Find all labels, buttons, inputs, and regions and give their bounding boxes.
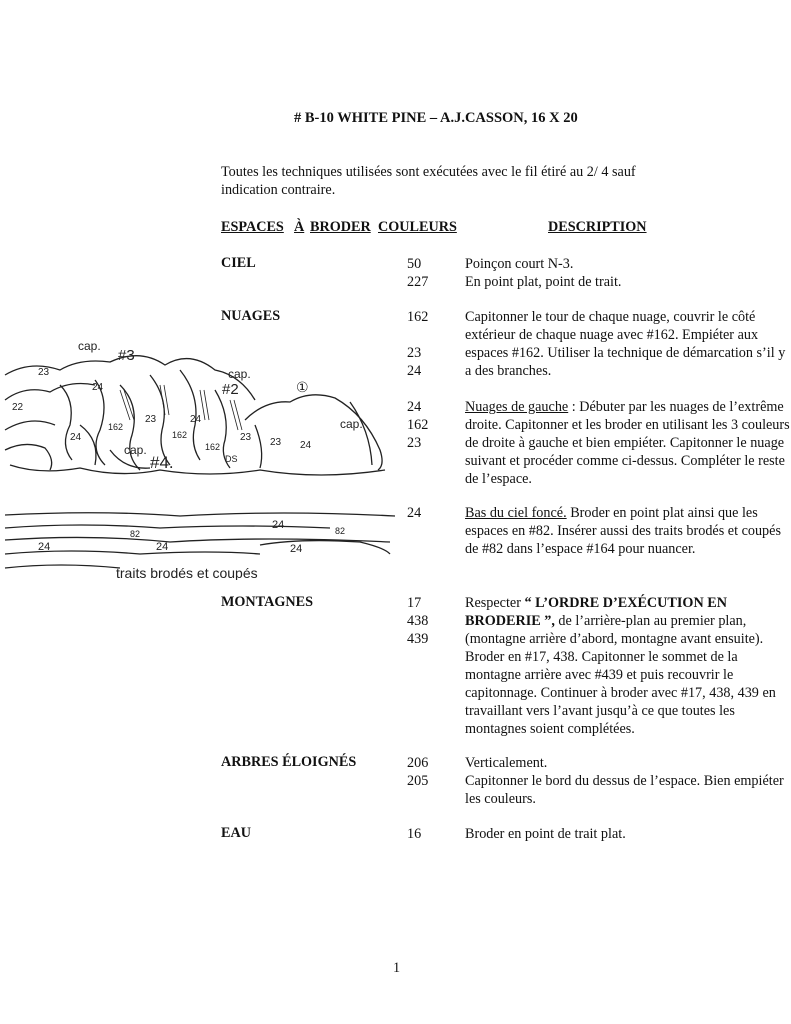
header-espaces: ESPACES: [221, 219, 284, 235]
montagnes-text: de l’arrière-plan au premier plan, (montagne arrière d’abord, montagne avant ensuite). Broder en #17, 438. Capitonner le sommet de la montagne arrière avec #439 et puis recouvrir le capitonnage. Continuer à broder avec #17, 438, 439 en travaillant vers l’avant jusqu’à ce que toutes les montagnes soient complétées.: [465, 613, 776, 737]
sketch-label: cap.: [340, 417, 363, 431]
section-nuages-label: NUAGES: [221, 308, 281, 324]
sketch-label: cap.: [228, 367, 251, 381]
header-broder: BRODER: [310, 219, 371, 235]
sketch-label: ①: [296, 379, 309, 395]
sketch-label: 24: [190, 414, 202, 425]
nuages-description-3: [465, 504, 791, 558]
cloud-sketch-illustration: [0, 330, 400, 580]
sketch-label: cap.: [78, 339, 101, 353]
sketch-label: 162: [205, 442, 221, 452]
water-label: 82: [130, 529, 141, 539]
nuages-colors-1: 162 23 24: [407, 309, 429, 379]
section-ciel-label: CIEL: [221, 255, 256, 271]
header-couleurs: COULEURS: [378, 219, 457, 235]
sketch-label: 24: [92, 382, 104, 393]
nuages-description-2: [465, 398, 791, 488]
nuages-colors-2: 24 162 23: [407, 399, 429, 451]
water-label: 24: [290, 543, 303, 555]
sketch-label: 23: [270, 437, 282, 448]
water-label: 24: [156, 541, 169, 553]
sketch-caption: traits brodés et coupés: [116, 565, 258, 580]
nuages-de-gauche-lead: Nuages de gauche: [465, 399, 569, 415]
eau-colors: 16: [407, 826, 422, 842]
sketch-label: 162: [172, 430, 188, 440]
water-label: 24: [38, 541, 51, 553]
section-montagnes-label: MONTAGNES: [221, 594, 313, 610]
montagnes-description: [465, 594, 791, 738]
sketch-label: #2: [222, 381, 239, 398]
sketch-label: DS: [225, 454, 238, 464]
sketch-label: #3: [118, 347, 135, 364]
arbres-description: Verticalement. Capitonner le bord du dessus de l’espace. Bien empiéter les couleurs.: [465, 755, 784, 807]
header-a: À: [294, 219, 305, 235]
page-number: 1: [393, 960, 401, 976]
water-label: 24: [272, 519, 285, 531]
intro-text: Toutes les techniques utilisées sont exécutées avec le fil étiré au 2/ 4 sauf indication contraire.: [221, 164, 636, 198]
nuages-description-3-text: Broder en point plat ainsi que les espaces en #82. Insérer aussi des traits brodés et coupés de #82 dans l’espace #164 pour nuancer.: [465, 505, 781, 557]
sketch-label: cap.: [124, 443, 147, 457]
sketch-label: 22: [12, 402, 24, 413]
nuages-colors-3: 24: [407, 505, 422, 521]
page-title: # B-10 WHITE PINE – A.J.CASSON, 16 X 20: [294, 110, 578, 126]
sketch-label: 23: [240, 432, 252, 443]
arbres-colors: 206 205: [407, 755, 429, 789]
sketch-label: 24: [70, 432, 82, 443]
ciel-description: Poinçon court N-3. En point plat, point de trait.: [465, 256, 622, 290]
nuages-description-2-text: : Débuter par les nuages de l’extrême droite. Capitonner et les broder en utilisant les 3 couleurs de droite à gauche et bien empiéter. Capitonner le nuage suivant et procéder comme ci-dessus. Compléter le reste de l’espace.: [465, 399, 790, 487]
nuages-description-1: Capitonner le tour de chaque nuage, couvrir le côté extérieur de chaque nuage avec #162. Empiéter aux espaces #162. Utiliser la technique de démarcation s’il y a des branches.: [465, 309, 786, 379]
water-label: 82: [335, 526, 346, 536]
eau-description: Broder en point de trait plat.: [465, 826, 626, 842]
sketch-label: 162: [108, 422, 124, 432]
ciel-colors: 50 227: [407, 256, 429, 290]
montagnes-pre: Respecter: [465, 595, 525, 611]
sketch-label: 23: [38, 367, 50, 378]
montagnes-colors: 17 438 439: [407, 595, 429, 647]
sketch-label: 23: [145, 414, 157, 425]
section-eau-label: EAU: [221, 825, 251, 841]
sketch-label: 24: [300, 440, 312, 451]
section-arbres-label: ARBRES ÉLOIGNÉS: [221, 754, 357, 770]
header-description: DESCRIPTION: [548, 219, 647, 235]
montagnes-bold: “ L’ORDRE D’EXÉCUTION EN BRODERIE ”,: [465, 595, 727, 629]
bas-du-ciel-lead: Bas du ciel foncé.: [465, 505, 567, 521]
sketch-label: #4.: [150, 453, 174, 472]
